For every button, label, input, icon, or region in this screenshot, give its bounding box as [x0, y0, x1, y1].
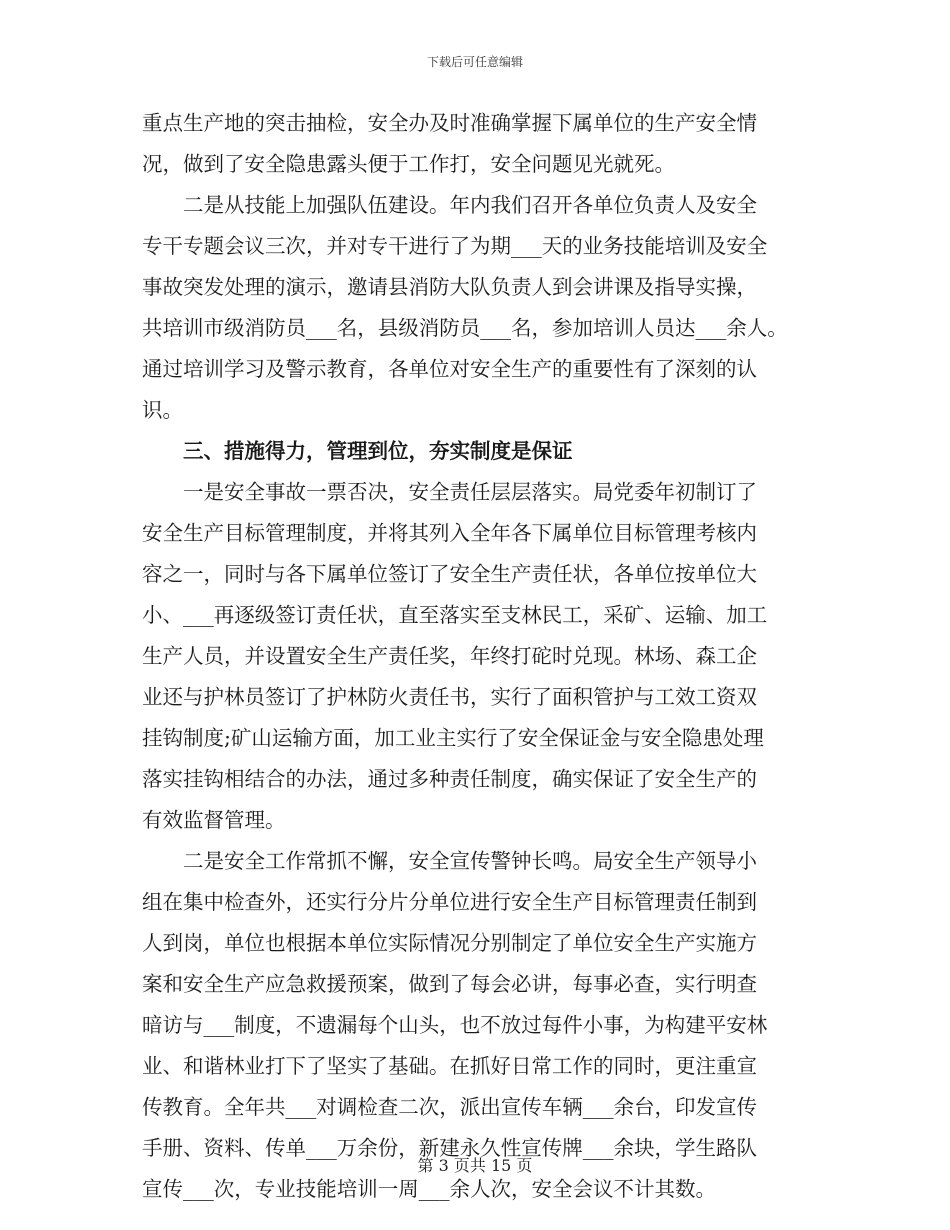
body-line: 事故突发处理的演示，邀请县消防大队负责人到会讲课及指导实操，	[142, 275, 757, 299]
section-heading: 三、措施得力，管理到位，夯实制度是保证	[142, 439, 573, 463]
document-body	[142, 103, 822, 1210]
body-line: 识。	[142, 398, 183, 422]
body-line: 一是安全事故一票否决，安全责任层层落实。局党委年初制订了	[142, 480, 757, 504]
body-line: 落实挂钩相结合的办法，通过多种责任制度，确实保证了安全生产的	[142, 767, 757, 791]
page-header: 下载后可任意编辑	[426, 55, 523, 69]
body-line: 传教育。全年共___对调检查二次，派出宣传车辆___余台，印发宣传	[142, 1095, 757, 1119]
body-line: 专干专题会议三次，并对专干进行了为期___天的业务技能培训及安全	[142, 234, 768, 258]
body-line: 人到岗，单位也根据本单位实际情况分别制定了单位安全生产实施方	[142, 931, 757, 955]
body-line: 重点生产地的突击抽检，安全办及时准确掌握下属单位的生产安全情	[142, 111, 757, 135]
body-line: 共培训市级消防员___名，县级消防员___名，参加培训人员达___余人。	[142, 316, 788, 340]
body-line: 业还与护林员签订了护林防火责任书，实行了面积管护与工效工资双	[142, 685, 757, 709]
body-line: 小、___再逐级签订责任状，直至落实至支林民工，采矿、运输、加工	[142, 603, 768, 627]
body-line: 二是安全工作常抓不懈，安全宣传警钟长鸣。局安全生产领导小	[142, 849, 757, 873]
body-line: 挂钩制度;矿山运输方面，加工业主实行了安全保证金与安全隐患处理	[142, 726, 764, 750]
body-line: 业、和谐林业打下了坚实了基础。在抓好日常工作的同时，更注重宣	[142, 1054, 757, 1078]
page-footer: 第 3 页共 15 页	[417, 1156, 533, 1175]
body-line: 况，做到了安全隐患露头便于工作打，安全问题见光就死。	[142, 152, 675, 176]
body-line: 暗访与___制度，不遗漏每个山头，也不放过每件小事，为构建平安林	[142, 1013, 768, 1037]
body-line: 案和安全生产应急救援预案，做到了每会必讲，每事必查，实行明查	[142, 972, 757, 996]
body-line: 手册、资料、传单___万余份，新建永久性宣传牌___余块，学生路队	[142, 1136, 757, 1160]
body-line: 有效监督管理。	[142, 808, 286, 832]
body-line: 安全生产目标管理制度，并将其列入全年各下属单位目标管理考核内	[142, 521, 757, 545]
body-line: 容之一，同时与各下属单位签订了安全生产责任状，各单位按单位大	[142, 562, 757, 586]
body-line: 宣传___次，专业技能培训一周___余人次，安全会议不计其数。	[142, 1177, 716, 1201]
body-line: 组在集中检查外，还实行分片分单位进行安全生产目标管理责任制到	[142, 890, 757, 914]
body-line: 生产人员，并设置安全生产责任奖，年终打砣时兑现。林场、森工企	[142, 644, 757, 668]
body-line: 通过培训学习及警示教育，各单位对安全生产的重要性有了深刻的认	[142, 357, 757, 381]
body-line: 二是从技能上加强队伍建设。年内我们召开各单位负责人及安全	[142, 193, 757, 217]
